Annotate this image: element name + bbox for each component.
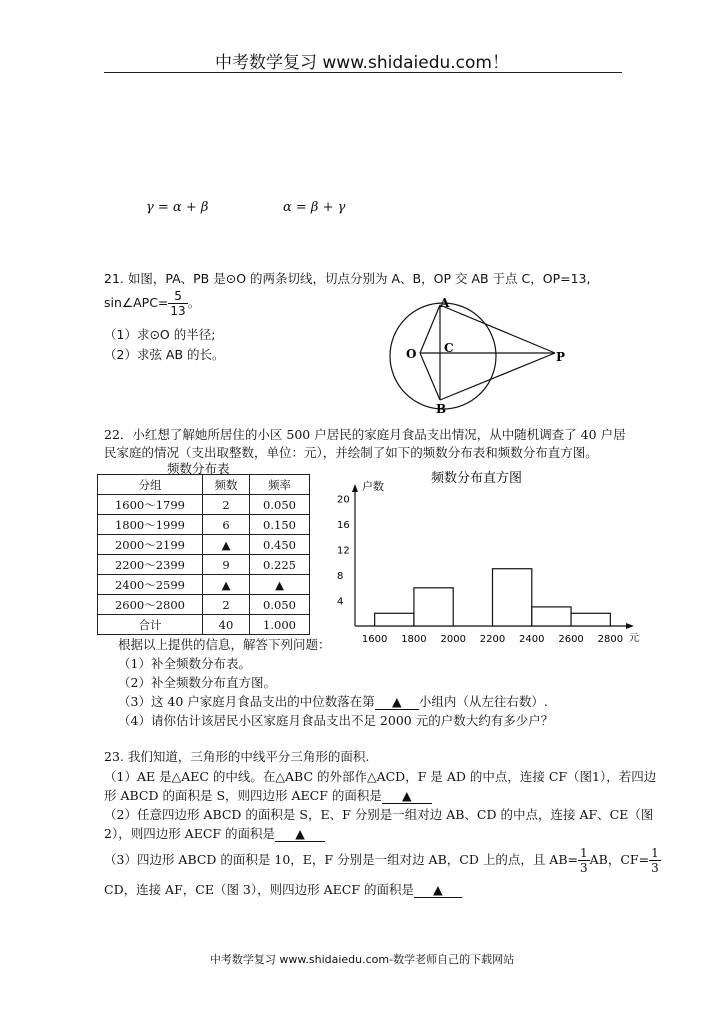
q21-frac-num: 5	[168, 289, 187, 304]
x-axis-arrow	[626, 623, 634, 629]
table-row	[98, 575, 310, 595]
q23-intro: 23. 我们知道，三角形的中线平分三角形的面积.	[104, 749, 370, 764]
q23-p2-blank: ▲	[275, 826, 325, 842]
table-cell: 1600～1799	[98, 495, 203, 515]
table-cell: 2400～2599	[98, 575, 203, 595]
table-cell: 0.050	[250, 495, 310, 515]
q22-p3a: （3）这 40 户家庭月食品支出的中位数落在第	[118, 694, 375, 709]
q23-frac-1	[578, 846, 590, 875]
q22-p3b: 小组内（从左往右数）.	[418, 694, 548, 709]
table-title: 频数分布表	[167, 461, 230, 476]
q23-p1b-text: 形 ABCD 的面积是 S，则四边形 AECF 的面积是	[104, 788, 382, 803]
table-cell: 1.000	[250, 615, 310, 635]
table-row	[98, 495, 310, 515]
q23-p3b: CD，连接 AF，CE（图 3），则四边形 AECF 的面积是	[104, 882, 414, 897]
q23-p3b-line	[104, 880, 462, 898]
q22-intro2: 民家庭的情况（支出取整数，单位：元），并绘制了如下的频数分布表和频数分布直方图。	[104, 445, 598, 460]
y-tick-label: 20	[337, 494, 350, 506]
x-tick-label: 2400	[519, 634, 545, 645]
formula-2: α = β + γ	[283, 200, 346, 215]
q21-frac-den: 13	[170, 304, 186, 318]
table-row	[98, 535, 310, 555]
table-header-row	[98, 475, 310, 495]
table-cell: ▲	[250, 575, 310, 595]
table-cell: ▲	[203, 575, 250, 595]
label-p: P	[556, 350, 566, 364]
histogram-bar	[493, 569, 532, 626]
radius-oa	[420, 305, 440, 353]
table-row	[98, 595, 310, 615]
x-tick-label: 2800	[597, 634, 624, 645]
q21-sin-prefix: sin∠APC=	[104, 295, 169, 310]
page-header: 中考数学复习 www.shidaiedu.com！	[215, 53, 509, 73]
chart-title: 频数分布直方图	[431, 471, 523, 486]
label-a: A	[440, 296, 450, 310]
q23-p3mid: AB，CF=	[589, 852, 650, 867]
table-header-cell: 分组	[98, 475, 203, 495]
q22-p3	[118, 692, 548, 710]
label-c: C	[444, 341, 454, 355]
q22-intro1: 22．小红想了解她所居住的小区 500 户居民的家庭月食品支出情况，从中随机调查了 40 户居	[104, 427, 626, 442]
table-header-cell: 频率	[250, 475, 310, 495]
label-o: O	[406, 347, 417, 361]
x-tick-label: 1800	[401, 634, 427, 645]
y-tick-label: 16	[337, 520, 350, 532]
y-tick-label: 8	[337, 571, 344, 583]
histogram-bar	[571, 613, 610, 626]
y-axis-arrow	[352, 484, 358, 492]
x-tick-label: 2200	[479, 634, 506, 645]
q21-part2: （2）求弦 AB 的长。	[104, 347, 225, 362]
header-rule	[104, 72, 622, 73]
frequency-table	[97, 474, 310, 635]
tangent-pb	[440, 353, 555, 400]
q22-p1: （1）补全频数分布表。	[118, 656, 251, 671]
histogram-bar	[414, 588, 453, 626]
table-cell: 40	[203, 615, 250, 635]
page-footer: 中考数学复习 www.shidaiedu.com-数学老师自己的下载网站	[209, 953, 515, 966]
q21-sin-line	[104, 289, 200, 318]
q23-frac-2	[649, 846, 661, 875]
x-tick-label: 1600	[361, 634, 388, 645]
q21-part1: （1）求⊙O 的半径;	[104, 327, 216, 342]
histogram-bar	[375, 613, 414, 626]
label-b: B	[436, 402, 447, 416]
q23-frac1-den: 3	[580, 861, 588, 875]
chart-ylabel: 户数	[362, 480, 384, 493]
table-row	[98, 515, 310, 535]
q22-p4: （4）请你估计该居民小区家庭月食品支出不足 2000 元的户数大约有多少户？	[118, 713, 554, 728]
q23-frac2-num: 1	[651, 846, 659, 860]
x-tick-label: 2600	[558, 634, 584, 645]
q23-p1-blank: ▲	[382, 788, 432, 804]
x-tick-label: 2000	[440, 634, 466, 645]
table-cell: ▲	[203, 535, 250, 555]
table-cell: 2	[203, 495, 250, 515]
table-row	[98, 555, 310, 575]
q23-frac2-den: 3	[651, 861, 659, 875]
table-row	[98, 615, 310, 635]
table-cell: 0.450	[250, 535, 310, 555]
histogram-bar	[532, 607, 571, 626]
table-cell: 0.150	[250, 515, 310, 535]
q22-after: 根据以上提供的信息，解答下列问题：	[118, 637, 331, 652]
q23-p3-blank: ▲	[414, 882, 462, 898]
table-cell: 0.050	[250, 595, 310, 615]
table-header-cell: 频数	[203, 475, 250, 495]
histogram	[325, 466, 724, 646]
chart-xlabel: 元	[629, 633, 639, 644]
q23-p1b	[104, 786, 432, 804]
tangent-pa	[440, 305, 555, 353]
q21-fraction	[168, 289, 187, 318]
q22-p2: （2）补全频数分布直方图。	[118, 675, 276, 690]
q21-sin-suffix: 。	[187, 295, 201, 310]
table-cell: 2000～2199	[98, 535, 203, 555]
radius-ob	[420, 353, 440, 400]
y-tick-label: 12	[337, 545, 350, 557]
q22-p3-blank: ▲	[375, 694, 419, 710]
table-cell: 0.225	[250, 555, 310, 575]
formula-1: γ = α + β	[146, 200, 209, 215]
table-cell: 1800～1999	[98, 515, 203, 535]
q23-p3a-line	[104, 846, 661, 875]
q23-frac1-num: 1	[580, 846, 588, 860]
y-tick-label: 4	[337, 596, 344, 608]
table-cell: 2600～2800	[98, 595, 203, 615]
table-cell: 6	[203, 515, 250, 535]
q21-line1: 21. 如图，PA、PB 是⊙O 的两条切线，切点分别为 A、B，OP 交 AB 于点 C，OP=13,	[104, 271, 591, 286]
table-cell: 2200～2399	[98, 555, 203, 575]
q23-p2a: （2）任意四边形 ABCD 的面积是 S，E、F 分别是一组对边 AB、CD 的中点，连接 AF、CE（图	[104, 807, 654, 822]
table-cell: 合计	[98, 615, 203, 635]
q23-p2b-text: 2），则四边形 AECF 的面积是	[104, 826, 276, 841]
q23-p2b	[104, 824, 325, 842]
table-cell: 2	[203, 595, 250, 615]
table-cell: 9	[203, 555, 250, 575]
q23-p3a: （3）四边形 ABCD 的面积是 10，E，F 分别是一组对边 AB，CD 上的点，且 AB=	[104, 852, 578, 867]
q23-p1a: （1）AE 是△AEC 的中线。在△ABC 的外部作△ACD，F 是 AD 的中点，连接 CF（图1），若四边	[104, 769, 657, 784]
q21-circle-diagram	[360, 292, 600, 418]
